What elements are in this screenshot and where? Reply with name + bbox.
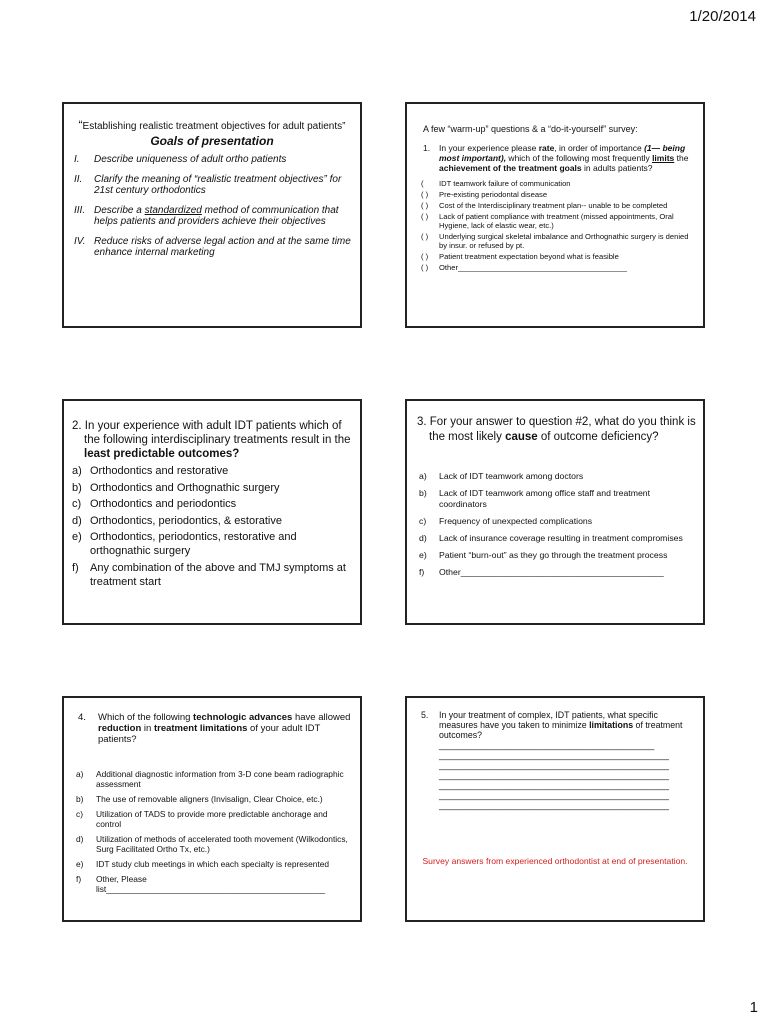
option-text: Other__________________________________________ (439, 567, 664, 577)
option-text: IDT teamwork failure of communication (439, 179, 571, 188)
q-part: , in order of importance (554, 143, 645, 153)
option-row (419, 550, 697, 561)
option-row (421, 252, 695, 261)
option-letter: e) (419, 550, 427, 560)
option-text: Lack of IDT teamwork among doctors (439, 471, 584, 481)
q-part: have allowed (292, 712, 351, 723)
q-bold: achievement of the treatment goals (439, 163, 582, 173)
item-text: Describe uniqueness of adult ortho patients (94, 154, 287, 165)
slide-subtitle: Goals of presentation (150, 134, 274, 148)
answer-line: _______________________________________________ (439, 790, 669, 800)
q-bold: reduction (98, 723, 142, 734)
question-text (98, 712, 352, 745)
option-row (419, 471, 697, 482)
option-text: Orthodontics and restorative (90, 465, 229, 477)
answer-line: _______________________________________________ (439, 750, 669, 760)
option-row (76, 834, 354, 854)
answer-line: _______________________________________________ (439, 800, 669, 810)
q-part: the (674, 153, 689, 163)
q-part: 3. For your answer to question #2, what do you think is the most likely (417, 416, 696, 443)
option-row (419, 567, 697, 578)
answer-options (72, 464, 354, 589)
option-row (76, 794, 354, 804)
option-text: Orthodontics and periodontics (90, 498, 237, 510)
option-row (76, 859, 354, 869)
q-bold-underlined: limits (652, 153, 675, 163)
item-text-underlined: standardized (144, 205, 202, 216)
rating-box: ( (421, 179, 424, 188)
option-text: Orthodontics and Orthognathic surgery (90, 481, 280, 494)
option-letter: b) (72, 481, 82, 494)
option-row (419, 533, 697, 544)
goals-list (74, 154, 354, 258)
answer-lines (439, 750, 695, 810)
option-row (421, 201, 695, 210)
option-text: Cost of the Interdisciplinary treatment plan-- unable to be completed (439, 201, 668, 210)
option-text: The use of removable aligners (Invisalign, Clear Choice, etc.) (96, 794, 323, 804)
option-text: Underlying surgical skeletal imbalance and Orthognathic surgery is denied by insur. or refused by pt. (439, 232, 689, 250)
question-text (72, 419, 354, 461)
answer-line: _______________________________________________ (439, 780, 669, 790)
open-quote: “ (78, 118, 83, 132)
option-row (72, 497, 354, 511)
item-number: II. (74, 174, 83, 185)
option-letter: f) (419, 567, 425, 577)
list-item (74, 205, 354, 227)
option-text: Any combination of the above and TMJ symptoms at treatment start (90, 561, 346, 588)
option-row (419, 516, 697, 527)
answer-line: _______________________________________________ (439, 760, 669, 770)
slide-goals (62, 102, 362, 328)
option-text: Utilization of TADS to provide more predictable anchorage and control (96, 809, 328, 829)
option-row (76, 874, 354, 894)
question-text (439, 143, 695, 173)
option-row (421, 263, 695, 272)
page-date: 1/20/2014 (689, 8, 756, 25)
q-bold: treatment limitations (153, 723, 248, 734)
option-row (72, 561, 354, 589)
question (423, 143, 695, 173)
rating-box: ( ) (421, 232, 429, 241)
question-number: 1. (423, 143, 431, 153)
slide-question-5 (405, 696, 705, 922)
item-text-post: method of communication that helps patients and providers achieve their objectives (94, 205, 339, 227)
q-bold: technologic advances (193, 712, 293, 723)
item-number: I. (74, 154, 80, 165)
option-row (421, 190, 695, 199)
survey-note: Survey answers from experienced orthodontist at end of presentation. (422, 856, 688, 866)
rating-box: ( ) (421, 190, 429, 199)
q-part: in adults patients? (581, 163, 653, 173)
option-letter: d) (419, 533, 427, 543)
option-letter: f) (72, 561, 79, 574)
option-letter: c) (72, 498, 82, 510)
item-text: Reduce risks of adverse legal action and at the same time enhance internal marketing (94, 236, 351, 258)
q-part: 2. In your experience with adult IDT patients which of the following interdisciplinary treatments result in the (72, 420, 351, 446)
rating-box: ( ) (421, 263, 429, 272)
answer-line: _______________________________________________ (439, 770, 669, 780)
option-row (72, 481, 354, 495)
slide-question-2 (62, 399, 362, 625)
option-row (419, 488, 697, 510)
question (78, 712, 352, 745)
slide-header: A few “warm-up” questions & a “do-it-yourself” survey: (423, 124, 638, 134)
option-row (72, 530, 354, 558)
question-number: 5. (421, 710, 429, 720)
q-part: Which of the following (98, 712, 194, 723)
title-text: Establishing realistic treatment objectives for adult patients” (82, 121, 346, 132)
option-letter: c) (419, 516, 427, 526)
option-letter: e) (72, 531, 82, 543)
slide-question-4 (62, 696, 362, 922)
question-text (417, 415, 697, 445)
q-bold: cause (505, 431, 538, 443)
option-text: Lack of patient compliance with treatment (missed appointments, Oral Hygiene, lack of elastic wear, etc.) (439, 212, 674, 230)
q-part: in (141, 723, 154, 734)
option-row (76, 809, 354, 829)
option-text: IDT study club meetings in which each specialty is represented (96, 859, 330, 869)
rating-box: ( ) (421, 201, 429, 210)
option-text: Patient treatment expectation beyond what is feasible (439, 252, 619, 261)
option-text: Additional diagnostic information from 3-D cone beam radiographic assessment (96, 769, 344, 789)
q-part: of outcome deficiency? (537, 431, 659, 443)
option-letter: d) (72, 514, 82, 527)
item-number: III. (74, 205, 86, 216)
option-letter: f) (76, 874, 82, 884)
option-text: Lack of IDT teamwork among office staff and treatment coordinators (439, 488, 651, 509)
item-text-pre: Describe a (94, 205, 145, 216)
answer-options (76, 769, 354, 894)
option-row (421, 232, 695, 250)
option-row (72, 514, 354, 528)
q-part: In your treatment of complex, IDT patients, what specific measures have you taken to minimize (439, 710, 658, 730)
option-letter: d) (76, 834, 84, 844)
option-text: Other, Please list_______________________________________________ (96, 874, 326, 894)
q-bold: rate (538, 143, 555, 153)
question-text (439, 710, 695, 750)
option-letter: b) (419, 488, 427, 498)
option-text: Orthodontics, periodontics, restorative and orthognathic surgery (90, 531, 297, 557)
option-text: Patient “burn-out” as they go through the treatment process (439, 550, 668, 560)
list-item (74, 154, 354, 165)
rating-box: ( ) (421, 212, 429, 221)
q-part: of treatment outcomes?____________________________________________ (439, 720, 683, 750)
list-item (74, 174, 354, 196)
slide-title (64, 118, 360, 132)
option-letter: a) (419, 471, 427, 481)
q-part: which of the following most frequently (506, 153, 653, 163)
option-letter: e) (76, 859, 84, 869)
slide-survey-question-1 (405, 102, 705, 328)
page-number: 1 (749, 999, 758, 1016)
option-text: Lack of insurance coverage resulting in treatment compromises (439, 533, 683, 543)
rating-options (421, 179, 695, 272)
question (421, 710, 695, 750)
option-letter: a) (76, 769, 84, 779)
option-text: Frequency of unexpected complications (439, 516, 593, 526)
option-text: Other________________________________________ (439, 263, 627, 272)
option-row (72, 464, 354, 478)
q-bold: least predictable outcomes? (84, 448, 240, 460)
q-bold: limitations (589, 720, 634, 730)
slide-question-3 (405, 399, 705, 625)
option-row (421, 212, 695, 230)
item-text (94, 205, 354, 227)
q-part: of your adult IDT patients? (98, 723, 321, 745)
q-part: In your experience please (439, 143, 539, 153)
option-text: Utilization of methods of accelerated tooth movement (Wilkodontics, Surg Facilitated Ortho Tx, etc.) (96, 834, 348, 854)
option-row (76, 769, 354, 789)
option-text: Pre-existing periodontal disease (439, 190, 548, 199)
option-text: Orthodontics, periodontics, & estorative (90, 514, 282, 527)
item-number: IV. (74, 236, 86, 247)
item-text: Clarify the meaning of “realistic treatment objectives” for 21st century orthodontics (94, 174, 342, 196)
option-row (421, 179, 695, 188)
list-item (74, 236, 354, 258)
answer-options (419, 471, 697, 578)
q-bold-italic: (1— being most important), (439, 143, 686, 163)
option-letter: a) (72, 465, 82, 477)
question-number: 4. (78, 712, 86, 723)
option-letter: c) (76, 809, 83, 819)
rating-box: ( ) (421, 252, 429, 261)
option-letter: b) (76, 794, 84, 804)
